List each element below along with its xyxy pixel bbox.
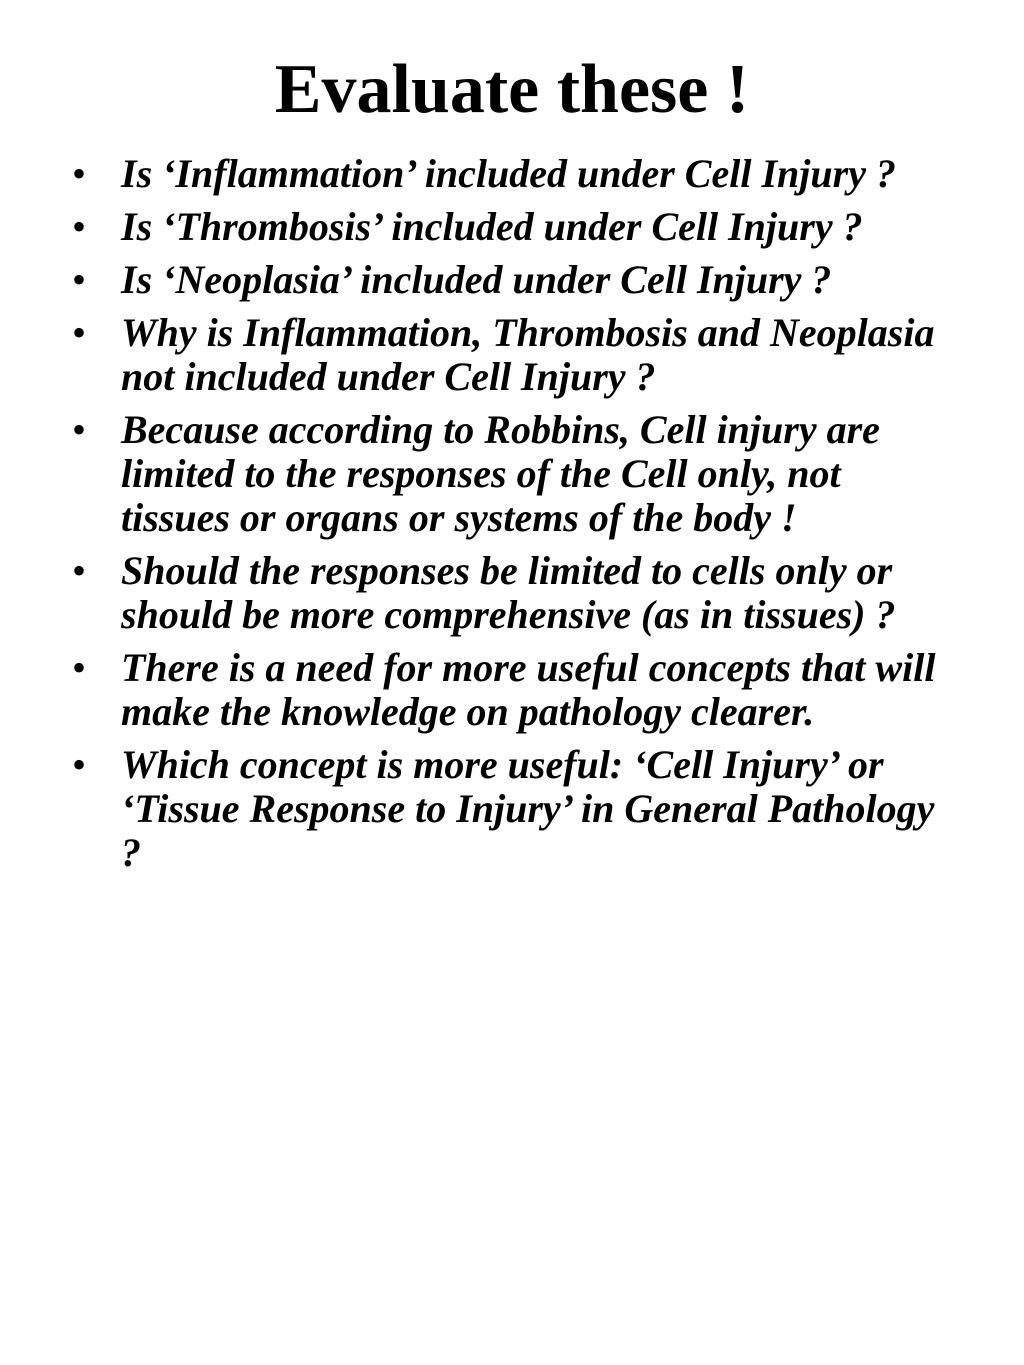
bullet-item-neoplasia [72, 258, 952, 302]
bullet-item-inflammation [72, 152, 952, 196]
bullet-item-useful-concepts [72, 646, 952, 734]
bullet-item-why-not-included [72, 311, 952, 399]
bullet-text: Is ‘Neoplasia’ included under Cell Injury ? [121, 257, 832, 302]
bullet-text: Because according to Robbins, Cell injury are limited to the responses of the Cell only, not tissues or organs or systems of the body ! [121, 407, 880, 540]
bullet-dot-icon: • [72, 742, 87, 787]
bullet-text: Should the responses be limited to cells only or should be more comprehensive (as in tissues) ? [121, 548, 896, 637]
bullet-dot-icon: • [72, 645, 87, 690]
bullet-dot-icon: • [72, 257, 87, 302]
bullet-item-responses-limited [72, 549, 952, 637]
bullet-text: Why is Inflammation, Thrombosis and Neoplasia not included under Cell Injury ? [121, 310, 935, 399]
bullet-text: Is ‘Thrombosis’ included under Cell Injury ? [121, 204, 863, 249]
bullet-dot-icon: • [72, 204, 87, 249]
bullet-item-thrombosis [72, 205, 952, 249]
bullet-text: Which concept is more useful: ‘Cell Injury’ or ‘Tissue Response to Injury’ in General Pathology ? [121, 742, 935, 875]
bullet-dot-icon: • [72, 310, 87, 355]
bullet-text: Is ‘Inflammation’ included under Cell Injury ? [121, 151, 896, 196]
bullet-dot-icon: • [72, 407, 87, 452]
bullet-item-which-concept [72, 743, 952, 875]
bullet-item-robbins [72, 408, 952, 540]
bullet-text: There is a need for more useful concepts that will make the knowledge on pathology clearer. [121, 645, 936, 734]
bullet-dot-icon: • [72, 151, 87, 196]
bullet-dot-icon: • [72, 548, 87, 593]
slide-title: Evaluate these ! [274, 51, 750, 128]
bullet-list [72, 152, 952, 884]
